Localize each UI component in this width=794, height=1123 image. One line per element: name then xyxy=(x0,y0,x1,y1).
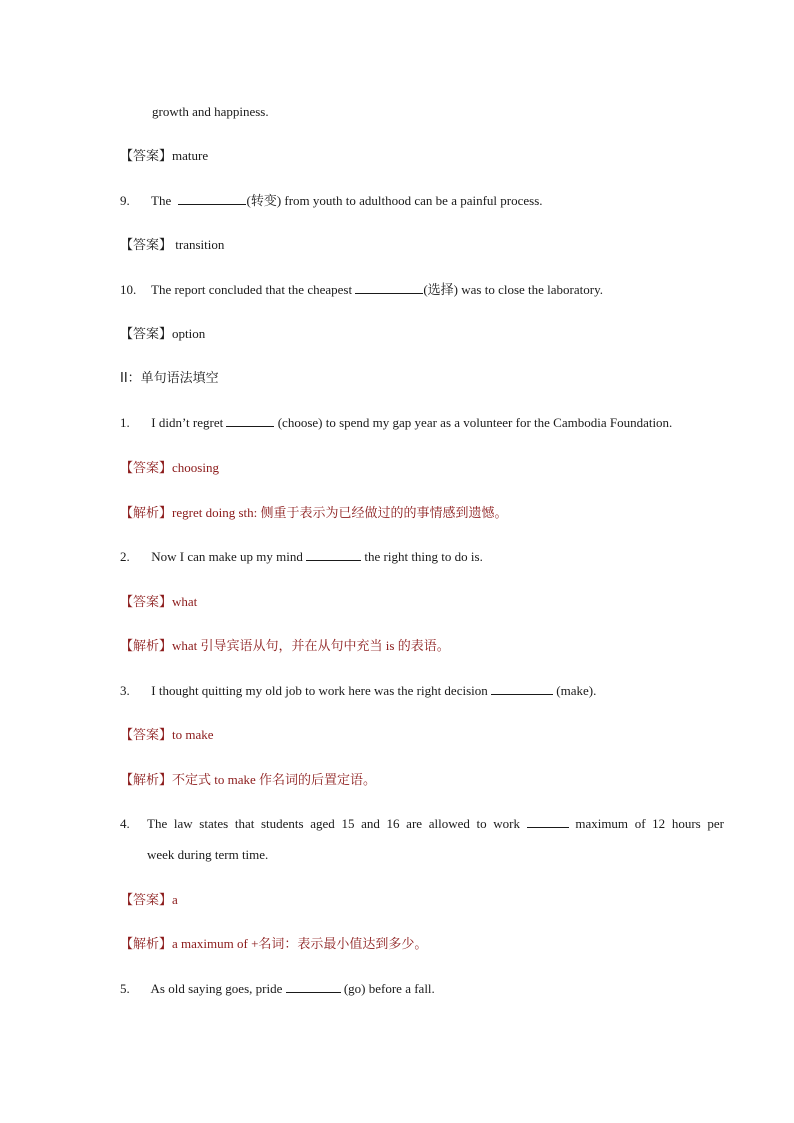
answer-tag: 【答案】 xyxy=(120,892,173,907)
question-10 xyxy=(120,281,603,299)
grammar-question-4 xyxy=(147,815,724,833)
answer-line xyxy=(120,726,214,744)
answer-line xyxy=(120,593,197,611)
answer-line xyxy=(120,891,178,909)
explanation-tag: 【解析】 xyxy=(120,936,173,951)
blank-line xyxy=(226,414,274,427)
question-text-pre: I thought quitting my old job to work here was the right decision xyxy=(151,683,488,698)
answer-tag: 【答案】 xyxy=(120,326,173,341)
question-text-post: maximum of 12 hours per xyxy=(575,816,724,831)
explanation-tag: 【解析】 xyxy=(120,772,173,787)
question-text-pre: I didn’t regret xyxy=(151,415,224,430)
answer-tag: 【答案】 xyxy=(120,460,173,475)
answer-tag: 【答案】 xyxy=(120,237,173,252)
explanation-line xyxy=(120,935,427,953)
question-text-pre: The xyxy=(151,193,172,208)
answer-value: transition xyxy=(175,237,225,252)
question-text-post: (choose) to spend my gap year as a volunteer for the Cambodia Foundation. xyxy=(277,415,673,430)
question-continuation: week during term time. xyxy=(147,847,269,862)
answer-value: option xyxy=(172,326,206,341)
question-text-pre: The law states that students aged 15 and 16 are allowed to work xyxy=(147,816,521,831)
question-text-post: the right thing to do is. xyxy=(364,549,483,564)
answer-tag: 【答案】 xyxy=(120,148,173,163)
explanation-line xyxy=(120,771,376,789)
answer-tag: 【答案】 xyxy=(120,727,173,742)
question-text-post: (转变) from youth to adulthood can be a painful process. xyxy=(246,193,543,208)
blank-line xyxy=(491,682,553,695)
question-number: 9. xyxy=(120,193,130,208)
answer-tag: 【答案】 xyxy=(120,594,173,609)
question-text-post: (选择) was to close the laboratory. xyxy=(423,282,603,297)
explanation-text: what 引导宾语从句，并在从句中充当 is 的表语。 xyxy=(172,638,450,653)
answer-value: a xyxy=(172,892,178,907)
blank-line xyxy=(527,815,569,828)
grammar-question-4-number xyxy=(120,815,148,833)
grammar-question-2 xyxy=(120,548,483,566)
question-number: 10. xyxy=(120,282,137,297)
explanation-line xyxy=(120,504,507,522)
grammar-question-3 xyxy=(120,682,596,700)
blank-line xyxy=(178,192,246,205)
text-line: growth and happiness. xyxy=(152,104,269,119)
grammar-question-1 xyxy=(120,414,672,432)
answer-value: choosing xyxy=(172,460,219,475)
blank-line xyxy=(355,281,423,294)
blank-line xyxy=(306,548,361,561)
explanation-line xyxy=(120,637,450,655)
question-number: 4. xyxy=(120,816,130,831)
question-text-post: (make). xyxy=(556,683,597,698)
section-heading: II：单句语法填空 xyxy=(120,371,219,386)
explanation-tag: 【解析】 xyxy=(120,505,173,520)
explanation-tag: 【解析】 xyxy=(120,638,173,653)
question-text-post: (go) before a fall. xyxy=(343,981,435,996)
question-text-pre: Now I can make up my mind xyxy=(151,549,303,564)
answer-line xyxy=(120,325,205,343)
answer-line xyxy=(120,236,224,254)
grammar-question-5 xyxy=(120,980,435,998)
explanation-text: a maximum of +名词：表示最小值达到多少。 xyxy=(172,936,428,951)
answer-value: to make xyxy=(172,727,214,742)
explanation-text: regret doing sth: 侧重于表示为已经做过的的事情感到遗憾。 xyxy=(172,505,508,520)
question-number: 3. xyxy=(120,683,130,698)
answer-line xyxy=(120,147,208,165)
question-text-pre: As old saying goes, pride xyxy=(150,981,283,996)
question-number: 2. xyxy=(120,549,130,564)
question-9 xyxy=(120,192,543,210)
question-number: 1. xyxy=(120,415,130,430)
question-text-pre: The report concluded that the cheapest xyxy=(151,282,353,297)
explanation-text: 不定式 to make 作名词的后置定语。 xyxy=(172,772,377,787)
answer-value: what xyxy=(172,594,198,609)
answer-line xyxy=(120,459,219,477)
blank-line xyxy=(286,980,341,993)
answer-value: mature xyxy=(172,148,209,163)
question-number: 5. xyxy=(120,981,130,996)
